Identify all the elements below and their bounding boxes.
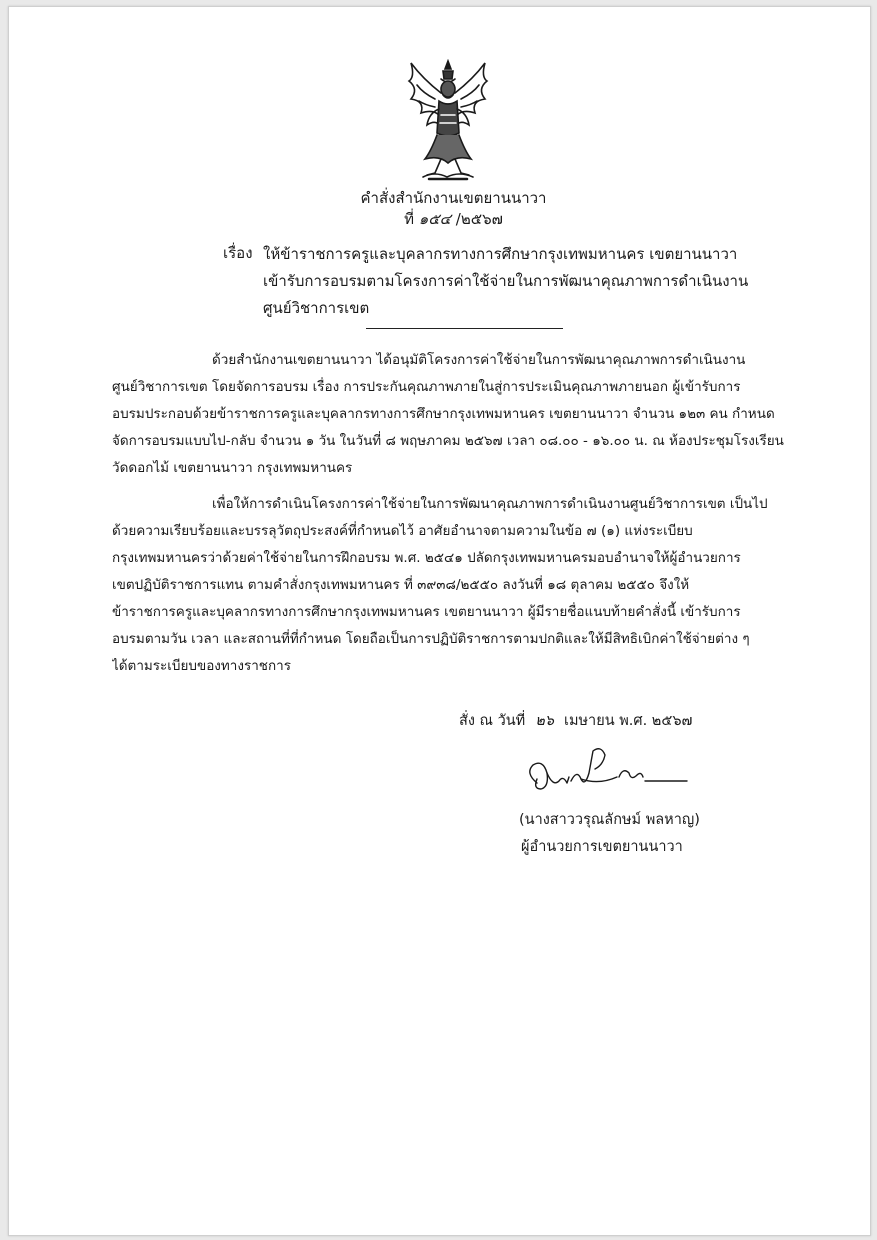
- subject-label: เรื่อง: [223, 244, 253, 262]
- paragraph-line: ศูนย์วิชาการเขต โดยจัดการอบรม เรื่อง การประกันคุณภาพภายในสู่การประเมินคุณภาพภายนอก ผู้เข้ารับการ: [112, 379, 741, 395]
- order-title: [23, 188, 871, 208]
- paragraph-line: อบรมประกอบด้วยข้าราชการครูและบุคลากรทางการศึกษากรุงเทพมหานคร เขตยานนาวา จำนวน ๑๒๓ คน กำหนด: [112, 406, 775, 422]
- subject-line: ให้ข้าราชการครูและบุคลากรทางการศึกษากรุงเทพมหานคร เขตยานนาวา: [263, 245, 738, 263]
- subject-line: เข้ารับการอบรมตามโครงการค่าใช้จ่ายในการพัฒนาคุณภาพการดำเนินงาน: [263, 272, 749, 290]
- garuda-emblem-icon: [405, 59, 491, 183]
- order-date-prefix: สั่ง ณ วันที่: [459, 713, 526, 729]
- order-number: [23, 209, 871, 229]
- body-paragraph-1: [112, 347, 824, 482]
- order-date: [459, 709, 692, 732]
- paragraph-line: วัดดอกไม้ เขตยานนาวา กรุงเทพมหานคร: [112, 460, 353, 476]
- order-date-month-year: เมษายน พ.ศ. ๒๕๖๗: [563, 713, 693, 729]
- order-number-handwritten: ๑๕๔: [418, 210, 451, 228]
- subject-text: [263, 241, 763, 322]
- signatory-position: ผู้อำนวยการเขตยานนาวา: [521, 839, 683, 855]
- paragraph-line: ข้าราชการครูและบุคลากรทางการศึกษากรุงเทพมหานคร เขตยานนาวา ผู้มีรายชื่อแนบท้ายคำสั่งนี้ เข้ารับการ: [112, 604, 741, 620]
- paragraph-line: เพื่อให้การดำเนินโครงการค่าใช้จ่ายในการพัฒนาคุณภาพการดำเนินงานศูนย์วิชาการเขต เป็นไป: [212, 496, 768, 512]
- paragraph-line: อบรมตามวัน เวลา และสถานที่ที่กำหนด โดยถือเป็นการปฏิบัติราชการตามปกติและให้มีสิทธิเบิกค่าใช้จ่ายต่าง ๆ: [112, 631, 750, 647]
- signatory-name: (นางสาววรุณลักษม์ พลหาญ): [519, 812, 700, 828]
- order-title-text: คำสั่งสำนักงานเขตยานนาวา: [360, 189, 547, 207]
- document-page: [8, 6, 871, 1236]
- body-paragraph-2: [112, 491, 824, 680]
- paragraph-line: ด้วยสำนักงานเขตยานนาวา ได้อนุมัติโครงการค่าใช้จ่ายในการพัฒนาคุณภาพการดำเนินงาน: [212, 352, 746, 368]
- paragraph-line: ด้วยความเรียบร้อยและบรรลุวัตถุประสงค์ที่กำหนดไว้ อาศัยอำนาจตามความในข้อ ๗ (๑) แห่งระเบียบ: [112, 523, 693, 539]
- subject-line: ศูนย์วิชาการเขต: [263, 299, 370, 317]
- separator-line: [366, 328, 563, 329]
- paragraph-line: ได้ตามระเบียบของทางราชการ: [112, 658, 291, 674]
- paragraph-line: กรุงเทพมหานครว่าด้วยค่าใช้จ่ายในการฝึกอบรม พ.ศ. ๒๕๔๑ ปลัดกรุงเทพมหานครมอบอำนาจให้ผู้อำนวยการ: [112, 550, 741, 566]
- order-number-suffix: /๒๕๖๗: [455, 210, 503, 228]
- paragraph-line: เขตปฏิบัติราชการแทน ตามคำสั่งกรุงเทพมหานคร ที่ ๓๙๓๘/๒๕๕๐ ลงวันที่ ๑๘ ตุลาคม ๒๕๕๐ จึงให้: [112, 577, 690, 593]
- order-date-day-handwritten: ๒๖: [535, 713, 554, 729]
- handwritten-signature: [519, 743, 699, 803]
- order-number-prefix: ที่: [404, 210, 414, 228]
- paragraph-line: จัดการอบรมแบบไป-กลับ จำนวน ๑ วัน ในวันที่ ๘ พฤษภาคม ๒๕๖๗ เวลา ๐๘.๐๐ - ๑๖.๐๐ น. ณ ห้องประชุมโรงเรียน: [112, 433, 784, 449]
